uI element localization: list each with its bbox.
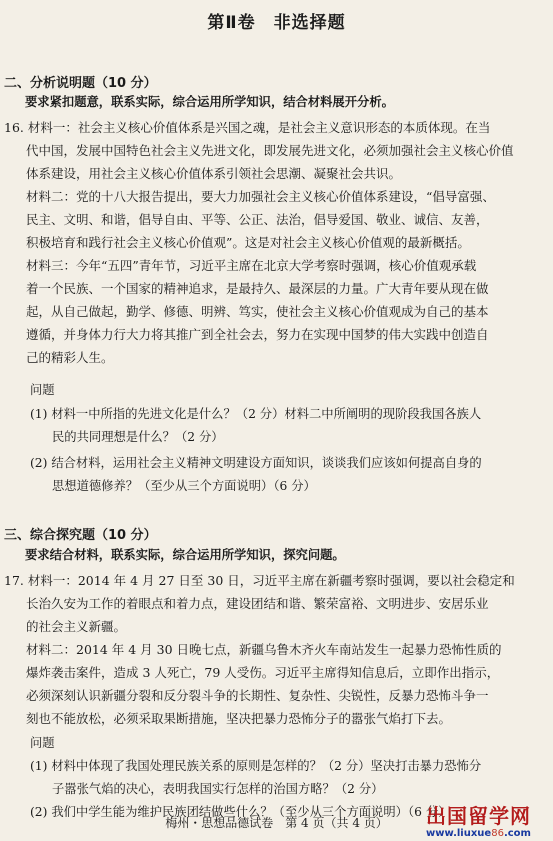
section3-heading: 三、综合探究题（10 分） (4, 528, 157, 543)
section2-heading: 二、分析说明题（10 分） (4, 76, 157, 91)
q16-question: 民的共同理想是什么？（2 分） (52, 430, 224, 444)
q17-line: 材料二：2014 年 4 月 30 日晚七点，新疆乌鲁木齐火车南站发生一起暴力恐怖性质的 (26, 642, 502, 657)
q17-question: (1) 材料中体现了我国处理民族关系的原则是怎样的？（2 分）坚决打击暴力恐怖分 (30, 759, 482, 773)
q16-question: (1) 材料一中所指的先进文化是什么？（2 分）材料二中所阐明的现阶段我国各族人 (30, 407, 482, 421)
page-footer: 梅州・思想品德试卷 第 4 页（共 4 页） (165, 816, 388, 830)
q16-line: 着一个民族、一个国家的精神追求，是最持久、最深层的力量。广大青年要从现在做 (26, 281, 489, 296)
watermark-url: www.liuxue86.com (426, 828, 531, 839)
q17-question: (2) 我们中学生能为维护民族团结做些什么？（至少从三个方面说明）（6 分） (30, 805, 451, 819)
q16-question-label: 问题 (30, 383, 55, 397)
section2-instruction: 要求紧扣题意，联系实际，综合运用所学知识，结合材料展开分析。 (25, 95, 394, 109)
q17-question-label: 问题 (30, 736, 55, 750)
q16-line: 民主、文明、和谐，倡导自由、平等、公正、法治，倡导爱国、敬业、诚信、友善， (26, 212, 489, 227)
q16-line: 材料二：党的十八大报告提出，要大力加强社会主义核心价值体系建设，“倡导富强、 (26, 189, 495, 204)
q17-line: 17. 材料一：2014 年 4 月 27 日至 30 日，习近平主席在新疆考察时强调，要以社会稳定和 (4, 573, 515, 588)
q17-line: 必须深刻认识新疆分裂和反分裂斗争的长期性、复杂性、尖锐性，反暴力恐怖斗争一 (26, 688, 489, 703)
q16-question: (2) 结合材料，运用社会主义精神文明建设方面知识，谈谈我们应该如何提高自身的 (30, 456, 482, 470)
q17-line: 的社会主义新疆。 (26, 619, 127, 634)
q16-question: 思想道德修养？（至少从三个方面说明）（6 分） (52, 479, 316, 493)
q16-line: 己的精彩人生。 (26, 350, 114, 365)
q16-line: 遵循，并身体力行大力将其推广到全社会去，努力在实现中国梦的伟大实践中创造自 (26, 327, 489, 342)
watermark-name: 出国留学网 (426, 804, 531, 828)
q16-line: 材料三：今年“五四”青年节，习近平主席在北京大学考察时强调，核心价值观承载 (26, 258, 477, 273)
q16-line: 积极培育和践行社会主义核心价值观”。这是对社会主义核心价值观的最新概括。 (26, 235, 470, 250)
q16-line: 体系建设，用社会主义核心价值体系引领社会思潮、凝聚社会共识。 (26, 166, 402, 181)
q17-line: 爆炸袭击案件，造成 3 人死亡，79 人受伤。习近平主席得知信息后，立即作出指示， (26, 665, 500, 680)
q17-question: 子嚣张气焰的决心，表明我国实行怎样的治国方略？（2 分） (52, 782, 384, 796)
q17-line: 长治久安为工作的着眼点和着力点，建设团结和谐、繁荣富裕、文明进步、安居乐业 (26, 596, 489, 611)
section3-instruction: 要求结合材料，联系实际，综合运用所学知识，探究问题。 (25, 548, 345, 562)
page-title: 第Ⅱ卷 非选择题 (207, 13, 346, 33)
q16-line: 起，从自己做起，勤学、修德、明辨、笃实，使社会主义核心价值观成为自己的基本 (26, 304, 489, 319)
q17-line: 刻也不能放松，必须采取果断措施，坚决把暴力恐怖分子的嚣张气焰打下去。 (26, 711, 452, 726)
q16-line: 16. 材料一：社会主义核心价值体系是兴国之魂，是社会主义意识形态的本质体现。在当 (4, 120, 491, 135)
q16-line: 代中国，发展中国特色社会主义先进文化，即发展先进文化，必须加强社会主义核心价值 (26, 143, 514, 158)
watermark-logo (426, 800, 546, 839)
